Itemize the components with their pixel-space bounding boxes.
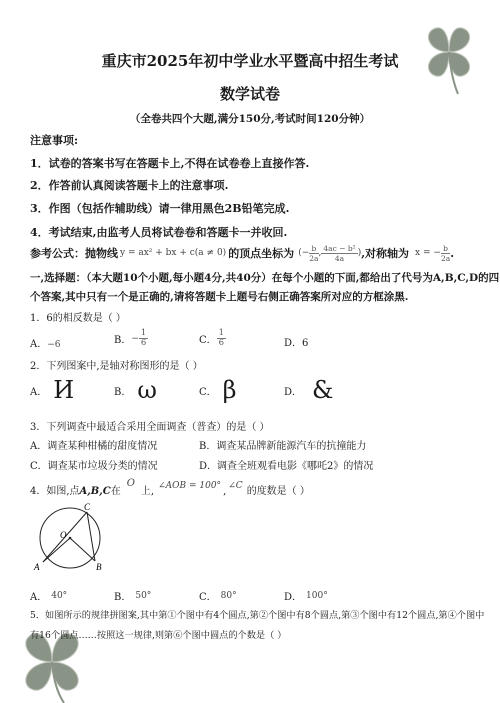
q3-option-d: D．调查全班观看电影《哪吒2》的情况 <box>199 461 374 472</box>
q4-label-o: O <box>60 530 67 540</box>
q1-option-d: D．6 <box>284 338 309 349</box>
q1-option-b: B． − $\frac{1}{6}$ <box>114 328 147 348</box>
reference-formula: 参考公式：抛物线 y = ax² + bx + c(a ≠ 0) 的顶点坐标为 (− $\frac{b}{2a}$ , $\frac{\text{4ac − b²}}{4a}$ ) ,对称轴为 x = − $\frac{b}{2a}$ . <box>30 243 455 263</box>
q1-option-c: C． $\frac{1}{6}$ <box>199 328 225 348</box>
exam-info: （全卷共四个大题,满分150分,考试时间120分钟） <box>129 113 371 125</box>
question-5: 5．如图所示的规律拼图案,其中第①个图中有4个圆点,第②个图中有8个圆点,第③个图中有12个圆点,第④个图中 <box>30 610 485 621</box>
question-3: 3．下列调查中最适合采用全面调查（普查）的是（ ） <box>30 422 270 433</box>
q2-option-a: A． И <box>30 376 75 404</box>
q4-circle-figure <box>30 500 110 578</box>
note-item: 4．考试结束,由监考人员将试卷卷和答题卡一并收回. <box>30 226 288 239</box>
q4-option-a: A． 40° <box>30 590 68 603</box>
section-heading: 一,选择题：（本大题10个小题,每小题4分,共40分）在每个小题的下面,都给出了代号为A,B,C,D的四 <box>30 272 500 284</box>
note-item: 1．试卷的答案书写在答题卡上,不得在试卷卷上直接作答. <box>30 157 310 170</box>
q2-option-c: C． β <box>199 376 237 404</box>
note-item: 2．作答前认真阅读答题卡上的注意事项. <box>30 179 229 192</box>
q4-option-b: B． 50° <box>114 590 152 603</box>
exam-subject: 数学试卷 <box>219 85 280 103</box>
q3-option-a: A．调查某种柑橘的甜度情况 <box>30 441 158 452</box>
section-instructions: 个答案,其中只有一个是正确的,请将答题卡上题号右侧正确答案所对应的方框涂黑. <box>30 291 409 303</box>
q1-option-a: A． −6 <box>30 338 61 350</box>
q4-label-b: B <box>96 562 102 572</box>
q2-option-b: B． ω <box>114 376 157 404</box>
question-2: 2．下列图案中,是轴对称图形的是（ ） <box>30 361 203 372</box>
notes-heading: 注意事项: <box>30 134 79 147</box>
question-5-cont: 有16个圆点……按照这一规律,则第⑥个图中圆点的个数是（ ） <box>30 630 287 641</box>
q2-option-d: D． & <box>284 376 334 404</box>
note-item: 3．作图（包括作辅助线）请一律用黑色2B铅笔完成. <box>30 202 290 215</box>
question-4: 4．如图,点 A,B,C 在 O 上, ∠AOB = 100° , ∠C 的度数是（ ） <box>30 478 310 497</box>
q4-label-a: A <box>34 562 40 572</box>
q4-option-d: D． 100° <box>284 590 328 603</box>
q3-option-c: C．调查某市垃圾分类的情况 <box>30 461 158 472</box>
question-1: 1．6的相反数是（ ） <box>30 313 126 324</box>
q4-label-c: C <box>84 502 91 512</box>
q4-option-c: C． 80° <box>199 590 237 603</box>
exam-title: 重庆市2025年初中学业水平暨高中招生考试 <box>101 52 399 70</box>
q3-option-b: B．调查某品牌新能源汽车的抗撞能力 <box>199 441 367 452</box>
